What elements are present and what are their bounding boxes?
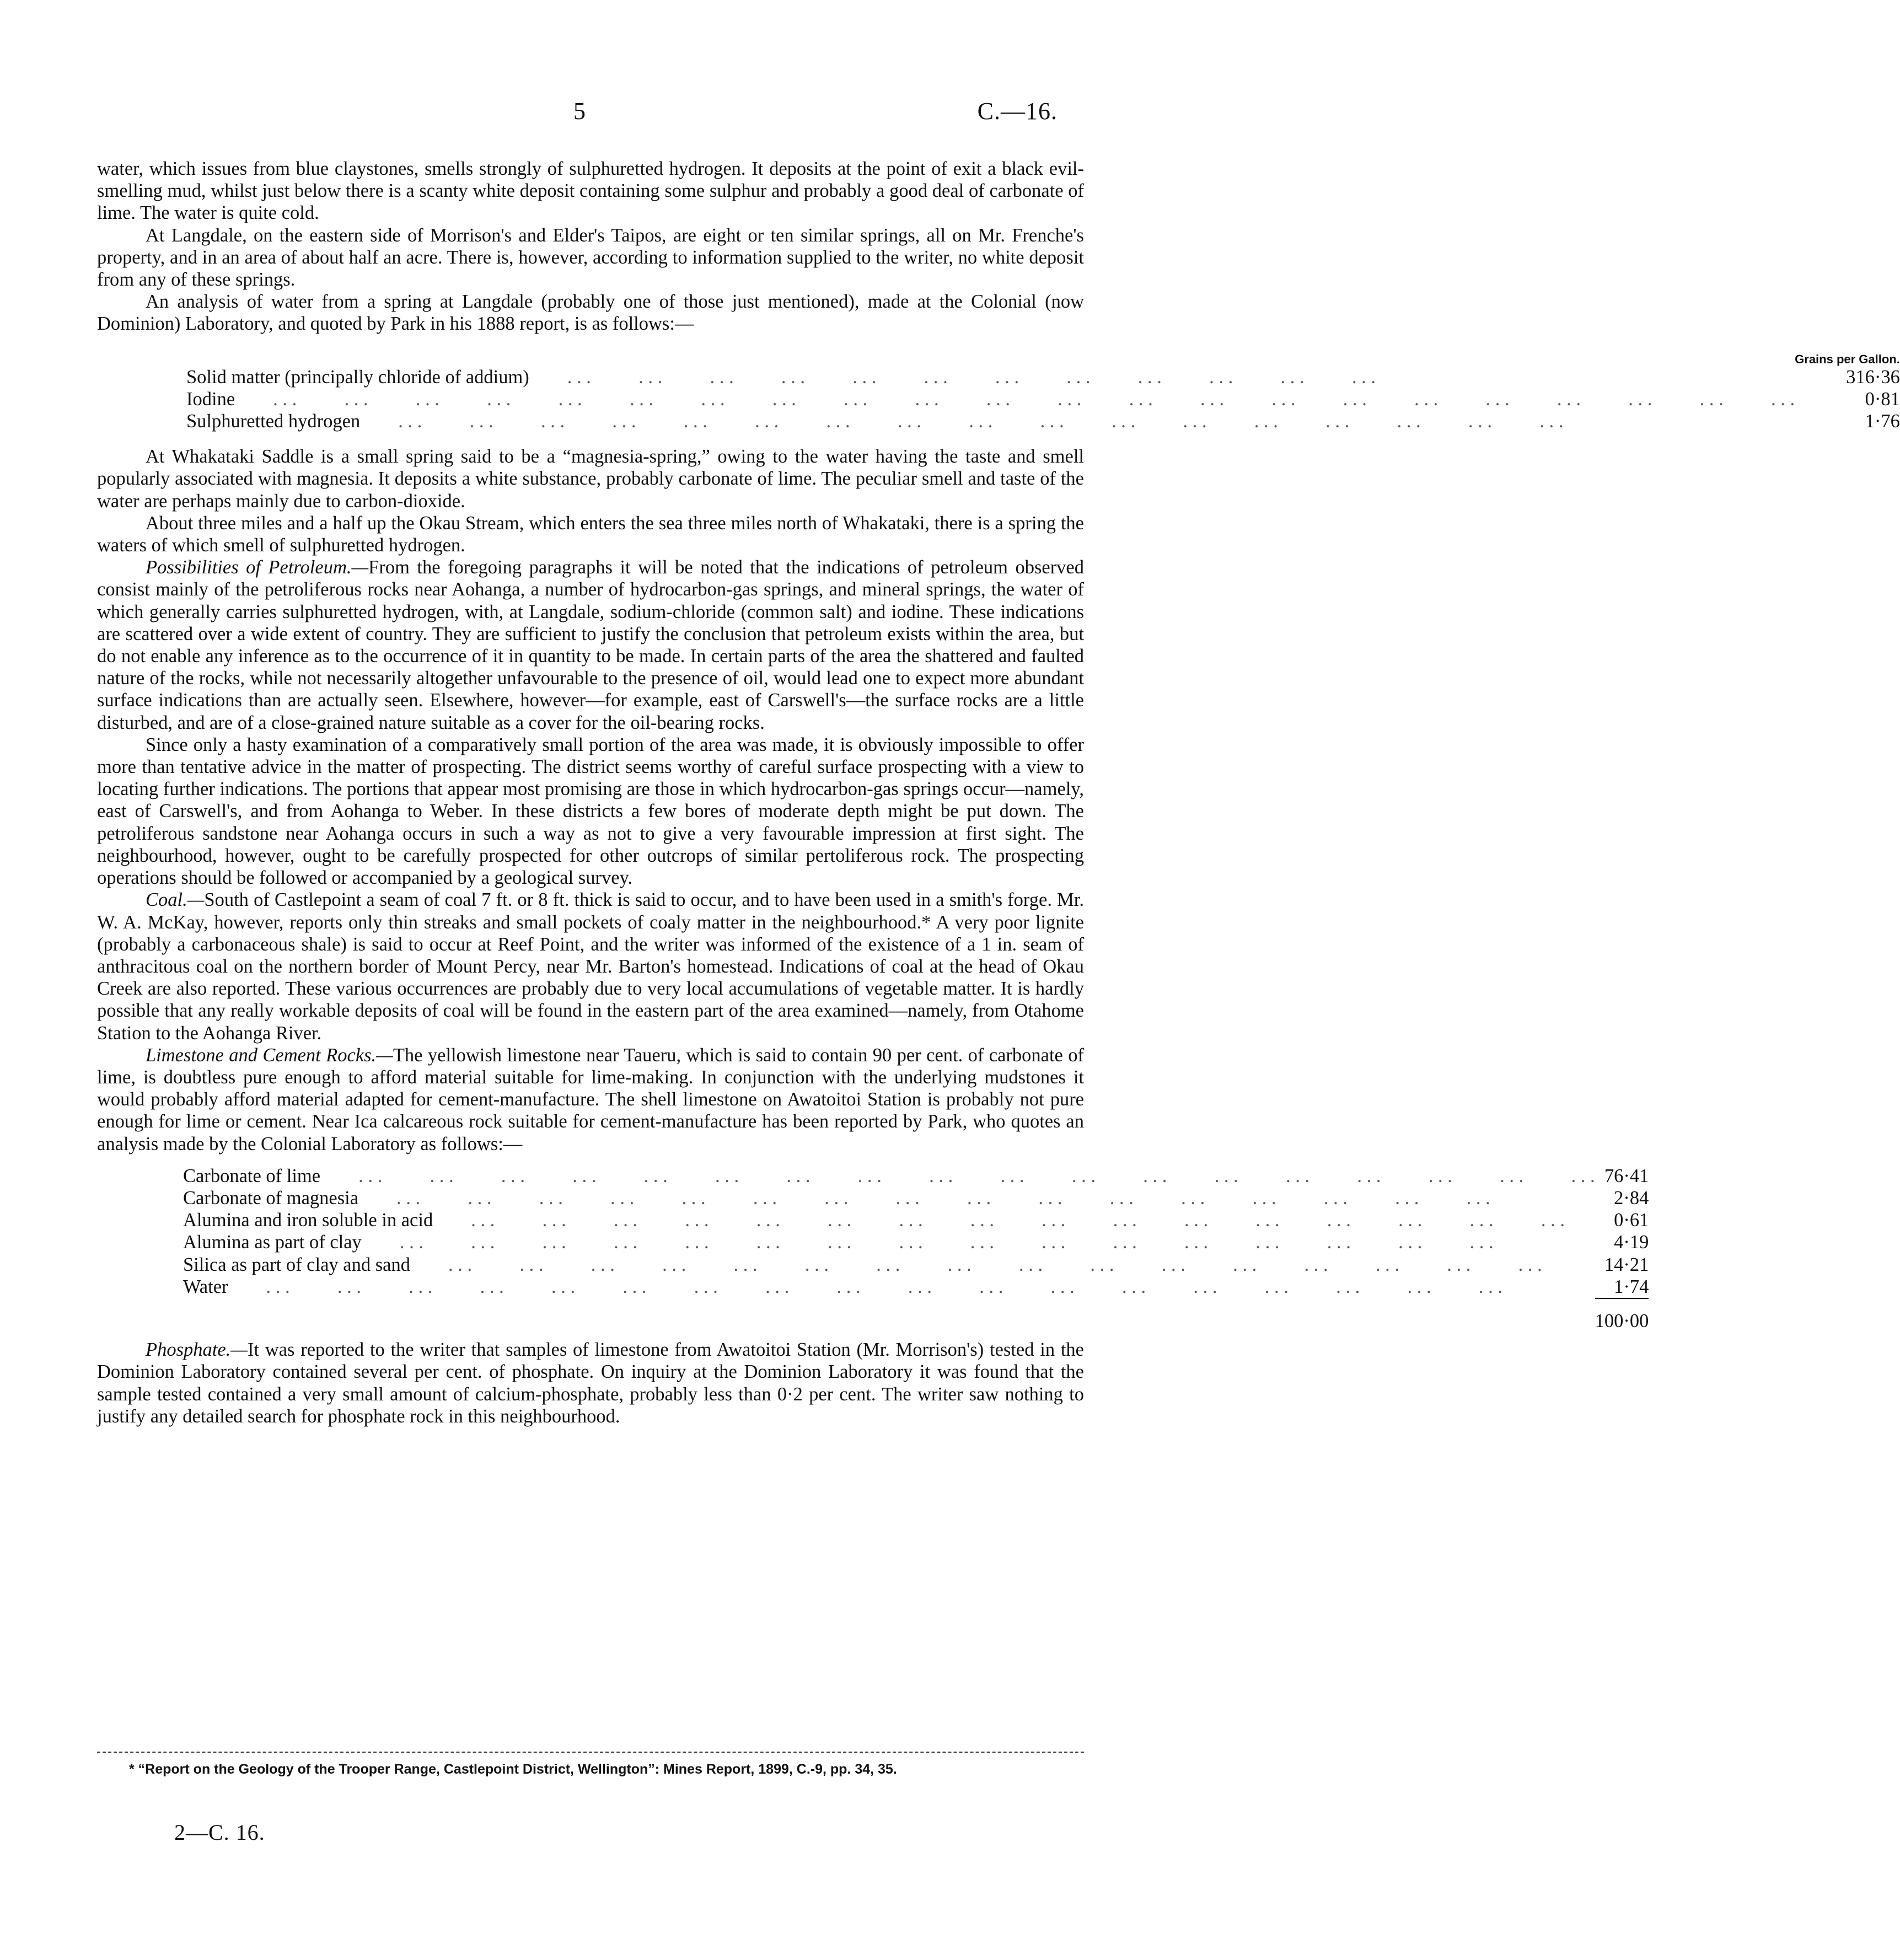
analysis-value: 76·41 — [1604, 1165, 1649, 1186]
table-row — [183, 1165, 1649, 1187]
heading-limestone: Limestone and Cement Rocks.— — [146, 1044, 393, 1066]
paragraph-prospecting: Since only a hasty examination of a comparatively small portion of the area was made, it is obviously impossible to offer more than tentative advice in the matter of prospecting. The district seems worthy of careful surface prospecting with a view to locating further indications. The portions that appear most promising are those in which hydrocarbon-gas springs occur—namely, east of Carswell's, and from Aohanga to Weber. In these districts a few bores of moderate depth might be put down. The petroliferous sandstone near Aohanga occurs in such a way as not to give a very favourable impression at first sight. The neighbourhood, however, ought to be carefully prospected for other outcrops of similar pertoliferous rock. The prospecting operations should be followed or accompanied by a geological survey. — [97, 734, 1084, 889]
table-row — [183, 1209, 1649, 1231]
leader-dots: . . . . . . . . . . . . . . . . . . . . . . . . . . . . . . . . . . . . . . . . . . . . . . . . . . . . . . — [228, 1276, 1502, 1298]
paragraph-coal-text: South of Castlepoint a seam of coal 7 ft. or 8 ft. thick is said to occur, and to have been used in a smith's forge. Mr. W. A. McKay, however, reports only thin streaks and small pockets of coaly matter in the neighbourhood.* A very poor lignite (probably a carbonaceous shale) is said to occur at Reef Point, and the writer was informed of the existence of a 1 in. seam of anthracitous coal on the northern border of Mount Percy, near Mr. Barton's homestead. Indications of coal at the head of Okau Creek are also reported. These various occurrences are probably due to very local accumulations of vegetable matter. It is hardly possible that any really workable deposits of coal will be found in the eastern part of the area examined—namely, from Otahome Station to the Aohanga River. — [97, 889, 1084, 1044]
heading-coal: Coal.— — [146, 889, 205, 911]
paragraph-limestone — [97, 1044, 1084, 1155]
analysis-label: Carbonate of magnesia — [183, 1187, 359, 1209]
paragraph-limestone-text: The yellowish limestone near Taueru, which is said to contain 90 per cent. of carbonate of lime, is doubtless pure enough to afford material suitable for lime-making. In conjunction with the underlying mudstones it would probably afford material adapted for cement-manufacture. The shell limestone on Awatoitoi Station is probably not pure enough for lime or cement. Near Ica calcareous rock suitable for cement-manufacture has been reported by Park, who quotes an analysis made by the Colonial Laboratory as follows:— — [97, 1044, 1084, 1154]
analysis-value: 316·36 — [1846, 366, 1900, 388]
footnote-divider — [97, 1752, 1084, 1753]
leader-dots: . . . . . . . . . . . . . . . . . . . . . . . . . . . . . . . . . . . . . . . . . . . . . . . . — [361, 1232, 1494, 1253]
document-reference: C.—16. — [977, 98, 1058, 125]
analysis-value: 14·21 — [1604, 1254, 1649, 1275]
analysis-value: 0·81 — [1865, 388, 1900, 410]
paragraph-coal — [97, 889, 1084, 1044]
table-total-row — [183, 1298, 1649, 1332]
leader-dots: . . . . . . . . . . . . . . . . . . . . . . . . . . . . . . . . . . . . . . . . . . . . . . . . . . . . . . — [320, 1165, 1595, 1186]
paragraph-petroleum — [97, 556, 1084, 734]
table-row — [186, 388, 1900, 410]
analysis-label: Carbonate of lime — [183, 1165, 321, 1186]
leader-dots: . . . . . . . . . . . . . . . . . . . . . . . . . . . . . . . . . . . . . . . . . . . . . . . . — [358, 1187, 1490, 1209]
leader-dots: . . . . . . . . . . . . . . . . . . . . . . . . . . . . . . . . . . . . . . . . . . . . . . . . . . . . . . . . . . . . . . . . . . — [235, 388, 1795, 410]
sheet-signature: 2—C. 16. — [174, 1820, 265, 1845]
rock-analysis-table — [183, 1165, 1649, 1332]
analysis-label: Sulphuretted hydrogen — [186, 411, 361, 432]
analysis-value: 1·74 — [1614, 1276, 1649, 1297]
table-row — [183, 1187, 1649, 1209]
analysis-value: 2·84 — [1614, 1187, 1649, 1209]
table-row — [183, 1231, 1649, 1253]
paragraph-cold-spring: water, which issues from blue claystones, smells strongly of sulphuretted hydrogen. It deposits at the point of exit a black evil-smelling mud, whilst just below there is a scanty white deposit containing some sulphur and probably a good deal of carbonate of lime. The water is quite cold. — [97, 158, 1084, 224]
analysis-label: Alumina and iron soluble in acid — [183, 1210, 433, 1231]
paragraph-water-analysis-intro: An analysis of water from a spring at Langdale (probably one of those just mentioned), made at the Colonial (now Dominion) Laboratory, and quoted by Park in his 1888 report, is as follows:— — [97, 291, 1084, 335]
paragraph-langdale-springs: At Langdale, on the eastern side of Morrison's and Elder's Taipos, are eight or ten similar springs, all on Mr. Frenche's property, and in an area of about half an acre. There is, however, according to information supplied to the writer, no white deposit from any of these springs. — [97, 224, 1084, 291]
leader-dots: . . . . . . . . . . . . . . . . . . . . . . . . . . . . . . . . . . . . . . . . . . . . . . . . — [410, 1254, 1542, 1275]
footnote: * “Report on the Geology of the Trooper Range, Castlepoint District, Wellington”: Mines Report, 1899, C.-9, pp. 34, 35. — [129, 1762, 897, 1777]
leader-dots: . . . . . . . . . . . . . . . . . . . . . . . . . . . . . . . . . . . . — [529, 366, 1376, 388]
analysis-total: 100·00 — [1595, 1298, 1649, 1332]
heading-petroleum: Possibilities of Petroleum.— — [146, 557, 369, 578]
analysis-label: Water — [183, 1276, 228, 1298]
page-number: 5 — [573, 98, 586, 125]
analysis-value: 1·76 — [1865, 411, 1900, 432]
body-text — [97, 158, 1900, 1427]
table-row — [183, 1276, 1649, 1298]
paragraph-phosphate-text: It was reported to the writer that samples of limestone from Awatoitoi Station (Mr. Morrison's) tested in the Dominion Laboratory contained several per cent. of phosphate. On inquiry at the Dominion Laboratory it was found that the sample tested contained a very small amount of calcium-phosphate, probably less than 0·2 per cent. The writer saw nothing to justify any detailed search for phosphate rock in this neighbourhood. — [97, 1339, 1084, 1427]
water-analysis-table — [186, 353, 1900, 433]
table-row — [186, 366, 1900, 388]
analysis-label: Solid matter (principally chloride of addium) — [186, 366, 529, 388]
paragraph-whakataki-saddle: At Whakataki Saddle is a small spring said to be a “magnesia-spring,” owing to the water having the taste and smell popularly associated with magnesia. It deposits a white substance, probably carbonate of lime. The peculiar smell and taste of the water are perhaps mainly due to carbon-dioxide. — [97, 446, 1084, 512]
paragraph-okau-stream: About three miles and a half up the Okau Stream, which enters the sea three miles north of Whakataki, there is a spring the waters of which smell of sulphuretted hydrogen. — [97, 512, 1084, 556]
table-row — [183, 1254, 1649, 1276]
analysis-label: Alumina as part of clay — [183, 1232, 362, 1253]
table-row — [186, 410, 1900, 432]
table-header-row — [186, 353, 1900, 366]
paragraph-petroleum-text: From the foregoing paragraphs it will be noted that the indications of petroleum observed consist mainly of the petroliferous rocks near Aohanga, a number of hydrocarbon-gas springs, and mineral springs, the water of which generally carries sulphuretted hydrogen, with, at Langdale, sodium-chloride (common salt) and iodine. These indications are scattered over a wide extent of country. They are sufficient to justify the conclusion that petroleum exists within the area, but do not enable any inference as to the occurrence of it in quantity to be made. In certain parts of the area the shattered and faulted nature of the rocks, while not necessarily altogether unfavourable to the presence of oil, would lead one to expect more abundant surface indications than are actually seen. Elsewhere, however—for example, east of Carswell's—the surface rocks are a little disturbed, and are of a close-grained nature suitable as a cover for the oil-bearing rocks. — [97, 557, 1084, 733]
paragraph-phosphate — [97, 1339, 1084, 1427]
leader-dots: . . . . . . . . . . . . . . . . . . . . . . . . . . . . . . . . . . . . . . . . . . . . . . . . . . . — [360, 411, 1564, 432]
heading-phosphate: Phosphate.— — [146, 1339, 248, 1361]
grains-per-gallon-header: Grains per Gallon. — [1795, 352, 1900, 366]
analysis-label: Iodine — [186, 388, 235, 410]
analysis-value: 4·19 — [1614, 1232, 1649, 1253]
analysis-value: 0·61 — [1614, 1210, 1649, 1231]
analysis-label: Silica as part of clay and sand — [183, 1254, 410, 1275]
leader-dots: . . . . . . . . . . . . . . . . . . . . . . . . . . . . . . . . . . . . . . . . . . . . . . . . — [433, 1210, 1565, 1231]
